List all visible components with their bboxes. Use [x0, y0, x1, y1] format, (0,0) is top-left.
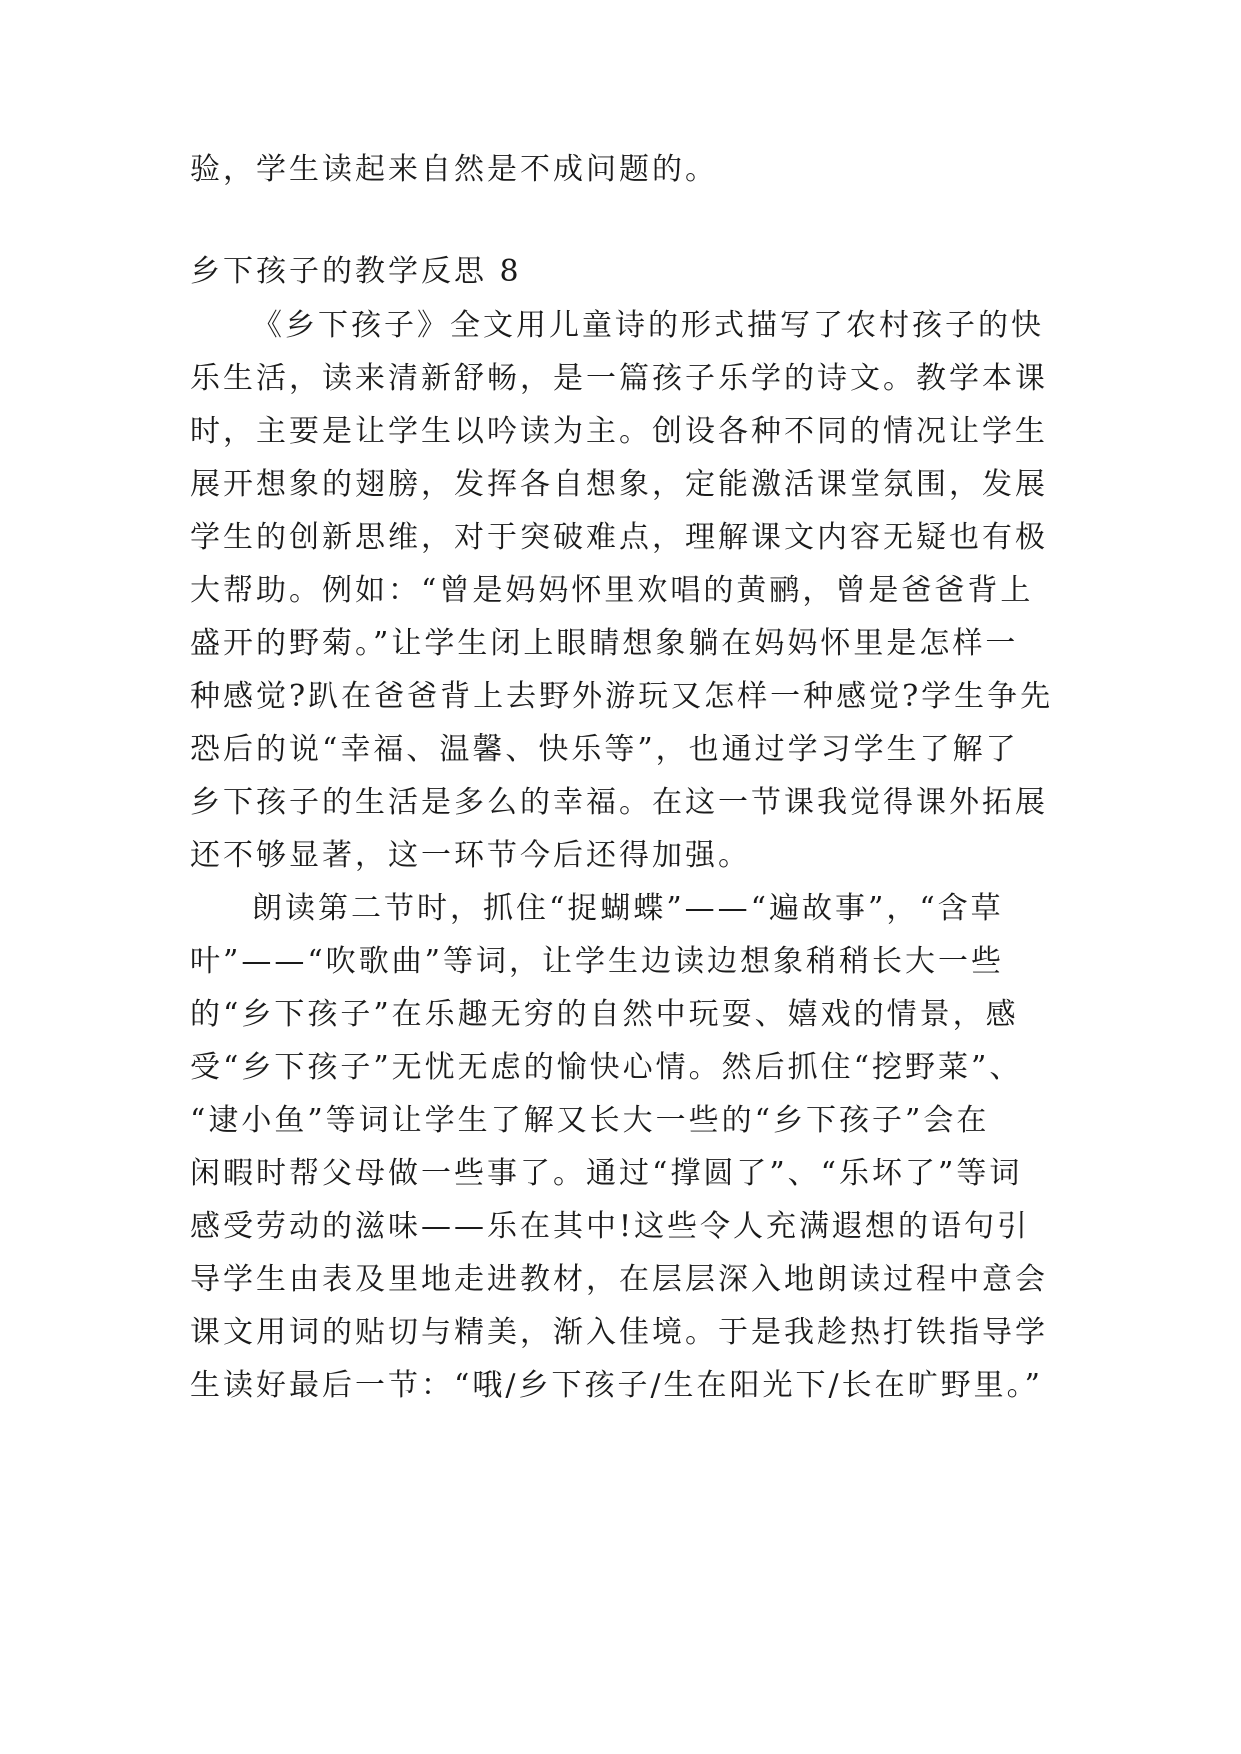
paragraph-line: 盛开的野菊。”让学生闭上眼睛想象躺在妈妈怀里是怎样一: [190, 626, 1019, 661]
paragraph-line: 闲暇时帮父母做一些事了。通过“撑圆了”、“乐坏了”等词: [190, 1156, 1023, 1191]
paragraph-line: 还不够显著，这一环节今后还得加强。: [190, 838, 751, 873]
section-heading: 乡下孩子的教学反思 8: [190, 254, 522, 289]
paragraph-line: 学生的创新思维，对于突破难点，理解课文内容无疑也有极: [190, 520, 1048, 555]
paragraph-line: 乐生活，读来清新舒畅，是一篇孩子乐学的诗文。教学本课: [190, 361, 1048, 396]
paragraph-line: 导学生由表及里地走进教材，在层层深入地朗读过程中意会: [190, 1262, 1048, 1297]
paragraph-line: 感受劳动的滋味——乐在其中!这些令人充满遐想的语句引: [190, 1209, 1031, 1244]
paragraph-line: 叶”——“吹歌曲”等词，让学生边读边想象稍稍长大一些: [190, 944, 1005, 979]
paragraph-line: 朗读第二节时，抓住“捉蝴蝶”——“遍故事”，“含草: [252, 891, 1004, 926]
paragraph-line: 种感觉?趴在爸爸背上去野外游玩又怎样一种感觉?学生争先: [190, 679, 1054, 714]
paragraph-line: 大帮助。例如：“曾是妈妈怀里欢唱的黄鹂，曾是爸爸背上: [190, 573, 1034, 608]
previous-paragraph-tail: 验，学生读起来自然是不成问题的。: [190, 152, 718, 187]
paragraph-line: 展开想象的翅膀，发挥各自想象，定能激活课堂氛围，发展: [190, 467, 1048, 502]
paragraph-line: 乡下孩子的生活是多么的幸福。在这一节课我觉得课外拓展: [190, 785, 1048, 820]
paragraph-line: 课文用词的贴切与精美，渐入佳境。于是我趁热打铁指导学: [190, 1315, 1048, 1350]
paragraph-line: 时，主要是让学生以吟读为主。创设各种不同的情况让学生: [190, 414, 1048, 449]
paragraph-line: 《乡下孩子》全文用儿童诗的形式描写了农村孩子的快: [252, 308, 1044, 343]
paragraph-line: 恐后的说“幸福、温馨、快乐等”，也通过学习学生了解了: [190, 732, 1019, 767]
paragraph-line: 的“乡下孩子”在乐趣无穷的自然中玩耍、嬉戏的情景，感: [190, 997, 1019, 1032]
paragraph-line: 生读好最后一节：“哦/乡下孩子/生在阳光下/长在旷野里。”: [190, 1368, 1043, 1403]
paragraph-line: 受“乡下孩子”无忧无虑的愉快心情。然后抓住“挖野菜”、: [190, 1050, 1023, 1085]
paragraph-line: “逮小鱼”等词让学生了解又长大一些的“乡下孩子”会在: [190, 1103, 990, 1138]
